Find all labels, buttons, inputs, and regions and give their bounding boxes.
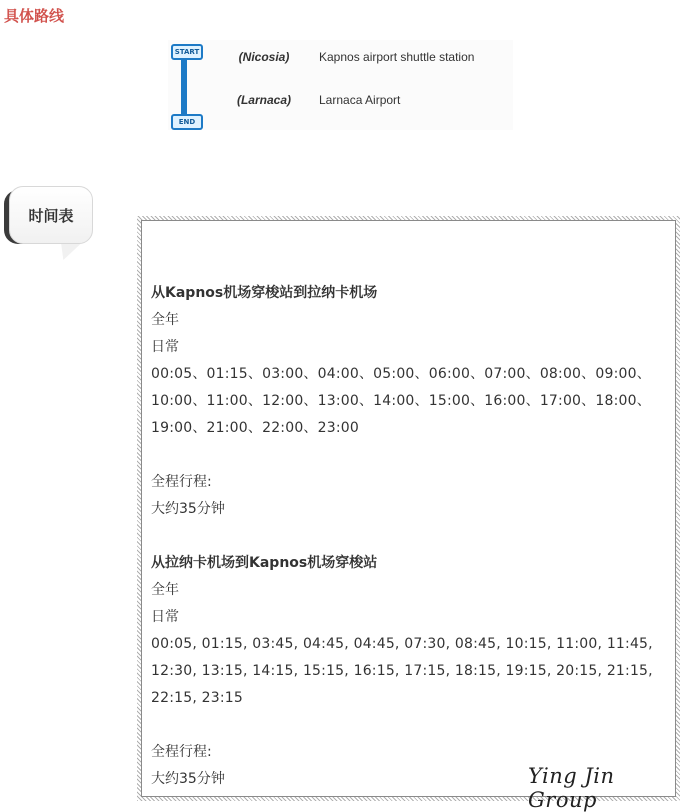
inbound-days: 日常 (151, 609, 179, 625)
inbound-duration: 大约35分钟 (151, 771, 225, 787)
section-title: 具体路线 (4, 7, 65, 25)
route-diagram (168, 40, 513, 130)
stop-name-start: Kapnos airport shuttle station (319, 50, 475, 64)
watermark-logo: Ying Jin Group (528, 764, 615, 812)
route-line (181, 54, 187, 120)
timetable-bubble (4, 186, 94, 266)
outbound-duration-label: 全程行程: (151, 474, 212, 490)
inbound-times: 00:05, 01:15, 03:45, 04:45, 04:45, 07:30, 08:45, 10:15, 11:00, 11:45, 12:30, 13:15, 14:15, 15:15, 16:15, 17:15, 18:15, 19:15, 20:15, 21:15, 22:15, 23:15 (151, 636, 653, 706)
stop-city-start: (Nicosia) (238, 50, 290, 64)
stop-name-end: Larnaca Airport (319, 93, 401, 107)
outbound-period: 全年 (151, 312, 179, 328)
outbound-title: 从Kapnos机场穿梭站到拉纳卡机场 (151, 285, 378, 301)
outbound-days: 日常 (151, 339, 179, 355)
inbound-period: 全年 (151, 582, 179, 598)
inbound-duration-label: 全程行程: (151, 744, 212, 760)
outbound-times: 00:05、01:15、03:00、04:00、05:00、06:00、07:00、08:00、09:00、10:00、11:00、12:00、13:00、14:00、15:00、16:00、17:00、18:00、19:00、21:00、22:00、23:00 (151, 366, 651, 436)
inbound-title: 从拉纳卡机场到Kapnos机场穿梭站 (151, 555, 378, 571)
start-badge: START (171, 44, 203, 60)
end-badge: END (171, 114, 203, 130)
schedule-box (137, 216, 680, 801)
outbound-duration: 大约35分钟 (151, 501, 225, 517)
stop-city-end: (Larnaca) (236, 93, 292, 107)
schedule-content (151, 280, 671, 793)
timetable-label: 时间表 (9, 186, 93, 244)
